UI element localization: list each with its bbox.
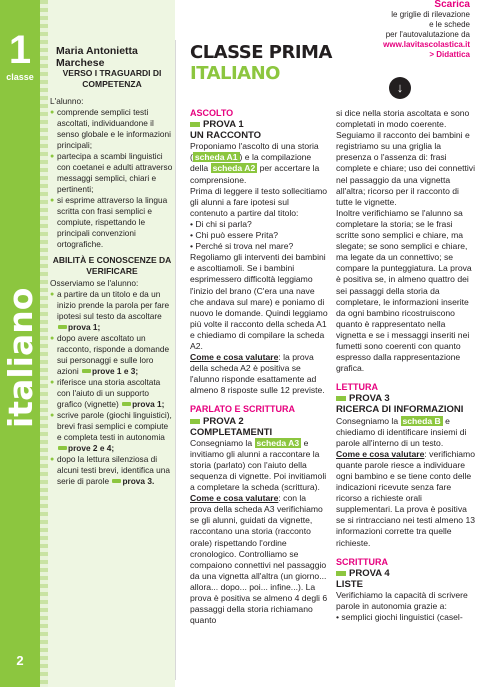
list-item: ● si esprime attraverso la lingua scritta con frasi semplici e compiute, rispettando le principali convenzioni ortografiche.: [50, 195, 174, 250]
prova-title: RICERCA DI INFORMAZIONI: [336, 404, 464, 416]
download-promo: [355, 0, 470, 60]
list-item: ● scrive parole (giochi linguistici), brevi frasi semplici e compiute e completa testi in autonomia prove 2 e 4;: [50, 410, 174, 454]
page-title: CLASSE PRIMA: [190, 42, 332, 63]
prova-tag-icon: [58, 446, 67, 450]
question-item: • Di chi si parla?: [190, 218, 252, 229]
page-subtitle: ITALIANO: [190, 63, 280, 84]
abilita-intro: Osserviamo se l'alunno:: [50, 278, 139, 288]
paragraph: Prima di leggere il testo sollecitiamo gli alunni a fare ipotesi sul contenuto a partire dal titolo:: [190, 185, 328, 218]
list-item: ● dopo avere ascoltato un racconto, risponde a domande sui personaggi e sulle loro azioni prove 1 e 3;: [50, 333, 174, 377]
section-heading-scrittura: SCRITTURA: [336, 556, 388, 567]
section-heading-ascolto: ASCOLTO: [190, 108, 234, 118]
promo-line: le griglie di rilevazione: [391, 10, 470, 19]
valutare-paragraph: Come e cosa valutare: la prova della scheda A2 è positiva se l'alunno risponde esattamente ad almeno 8 risposte sulle 12 previste.: [190, 352, 325, 396]
valutare-paragraph: Come e cosa valutare: verifichiamo quante parole riesce a individuare ogni bambino e se tiene conto delle indicazioni ricevute senza fare ricorso a richieste orali supplementari. La prova è positiva se si rintracciano nei testi almeno 13 informazioni corrette tra quelle richieste.: [336, 448, 476, 548]
paragraph: Proponiamo l'ascolto di una storia ( scheda A1 ) e la compilazione della scheda A2 per accertare la comprensione.: [190, 141, 320, 185]
prova-title: LISTE: [336, 578, 363, 590]
promo-line: e le schede: [429, 20, 470, 29]
list-item: ● dopo la lettura silenziosa di alcuni testi brevi, identifica una serie di parole prova 3.: [50, 454, 174, 487]
prova-ref: prove 2 e 4;: [68, 443, 115, 453]
paragraph: Inoltre verifichiamo se l'alunno sa completare la storia; se le frasi scritte sono semplici e chiare, ma slegate; se sono semplici e chiare, ma legate da un connettivo; se compare la punteggiatura. La prova è positiva se, in almeno quattro dei sei passaggi della storia da completare, le informazioni inserite da ogni bambino ricostruiscono quanto è rappresentato nella vignetta e se i messaggi inseriti nei fumetti sono coerenti con quanto espresso dalla rappresentazione grafica.: [336, 207, 472, 374]
author-name: Maria Antonietta Marchese: [56, 45, 138, 69]
main-column-middle: [190, 108, 328, 626]
prova-tag-icon: [112, 479, 121, 483]
list-item: ● riferisce una storia ascoltata con l'aiuto di un supporto grafico (vignette) prova 1;: [50, 377, 174, 410]
list-item: ● comprende semplici testi ascoltati, individuandone il senso globale e le informazioni principali;: [50, 107, 174, 151]
traguardi-list: [50, 107, 174, 250]
scheda-tag: scheda B: [402, 415, 441, 426]
scheda-tag: scheda A3: [256, 437, 300, 448]
valutare-paragraph: Come e cosa valutare: con la prova della scheda A3 verifichiamo se gli alunni, guidati da vignette, raccontano una storia (racconto orale) rispettando l'ordine cronologico. Controlliamo se compaiono connettivi nel passaggio da una vignetta all'altra (un giorno... allora... dopo... poi... infine...). La prova è positiva se almeno 4 degli 6 passaggi della storia richiamano quanto: [190, 493, 328, 626]
abilita-section: [50, 278, 174, 487]
download-arrow-icon[interactable]: ↓: [389, 77, 411, 99]
prova-ref: prova 1;: [132, 399, 165, 409]
question-item: • Chi può essere Prita?: [190, 230, 279, 241]
valutare-label: Come e cosa valutare: [190, 352, 279, 363]
prova-heading: PROVA 1: [190, 119, 328, 130]
prova-ref: prove 1 e 3;: [92, 366, 139, 376]
paragraph: si dice nella storia ascoltata e sono completati in modo coerente.: [336, 108, 470, 130]
traguardi-section: [50, 96, 174, 250]
promo-section-link[interactable]: > Didattica: [429, 50, 470, 59]
paragraph: Consegniamo la scheda A3 e invitiamo gli alunni a raccontare la storia (parlato) con l'aiuto della sequenza di vignette. Poi invitiamoli a completare la scheda (scrittura).: [190, 437, 327, 493]
promo-line: per l'autovalutazione da: [385, 30, 470, 39]
prova-heading: PROVA 2: [190, 416, 328, 427]
list-item: ● partecipa a scambi linguistici con coetanei e adulti attraverso messaggi semplici, chiari e pertinenti;: [50, 151, 174, 195]
sidebar: [0, 0, 40, 687]
prova-heading: PROVA 3: [336, 393, 476, 404]
prova-title: UN RACCONTO: [190, 130, 262, 142]
prova-ref: prova 3.: [122, 476, 155, 486]
subject-label: italiano: [1, 287, 40, 428]
prova-marker-icon: [190, 122, 200, 127]
prova-ref: prova 1;: [68, 322, 101, 332]
traguardi-intro: L'alunno:: [50, 96, 84, 106]
class-label: classe: [6, 72, 34, 82]
traguardi-heading: VERSO I TRAGUARDI DI COMPETENZA: [62, 68, 162, 89]
page-number: 2: [16, 653, 24, 668]
prova-marker-icon: [190, 419, 200, 424]
paragraph: Verifichiamo la capacità di scrivere parole in autonomia grazie a:: [336, 589, 468, 612]
prova-marker-icon: [336, 396, 346, 401]
paragraph: Seguiamo il racconto dei bambini e registriamo su una griglia la presenza o l'assenza di: frasi complete e chiare; uso dei connettivi nel passaggio da una vignetta all'altra; ricorso per il racconto di tutte le vignette.: [336, 130, 476, 207]
scheda-tag: scheda A1: [194, 152, 238, 163]
section-heading-lettura: LETTURA: [336, 382, 378, 393]
decorative-stripe: [40, 0, 48, 687]
valutare-label: Come e cosa valutare: [336, 448, 425, 459]
promo-url-link[interactable]: www.lavitascolastica.it: [383, 40, 470, 49]
prova-title: COMPLETAMENTI: [190, 426, 273, 438]
valutare-label: Come e cosa valutare: [190, 493, 279, 504]
prova-tag-icon: [58, 325, 67, 329]
prova-marker-icon: [336, 571, 346, 576]
class-number: 1: [8, 28, 32, 72]
paragraph: • semplici giochi linguistici (casel-: [336, 612, 463, 623]
section-heading-parlato: PARLATO E SCRITTURA: [190, 404, 295, 415]
promo-scarica: Scarica: [434, 0, 470, 10]
scheda-tag: scheda A2: [212, 163, 256, 174]
list-item: ● a partire da un titolo e da un inizio prende la parola per fare ipotesi sul testo da ascoltare prova 1;: [50, 289, 174, 333]
paragraph: Consegniamo la scheda B e chiediamo di identificare insiemi di parole all'interno di un testo.: [336, 415, 467, 448]
abilita-list: [50, 289, 174, 487]
paragraph: Regoliamo gli interventi dei bambini e ascoltiamoli. Se i bambini esprimessero difficoltà leggiamo l'inizio del brano (C'era una nave che andava sul mare) e poniamo di nuovo le domande. Quindi leggiamo più volte il racconto della scheda A1 e chiediamo di compilare la scheda A2.: [190, 252, 328, 351]
prova-tag-icon: [82, 369, 91, 373]
prova-tag-icon: [122, 402, 131, 406]
main-column-right: [336, 108, 476, 623]
prova-heading: PROVA 4: [336, 568, 476, 579]
abilita-heading: ABILITÀ E CONOSCENZE DA VERIFICARE: [52, 255, 172, 276]
column-divider: [175, 40, 176, 680]
question-item: • Perché si trova nel mare?: [190, 241, 294, 252]
